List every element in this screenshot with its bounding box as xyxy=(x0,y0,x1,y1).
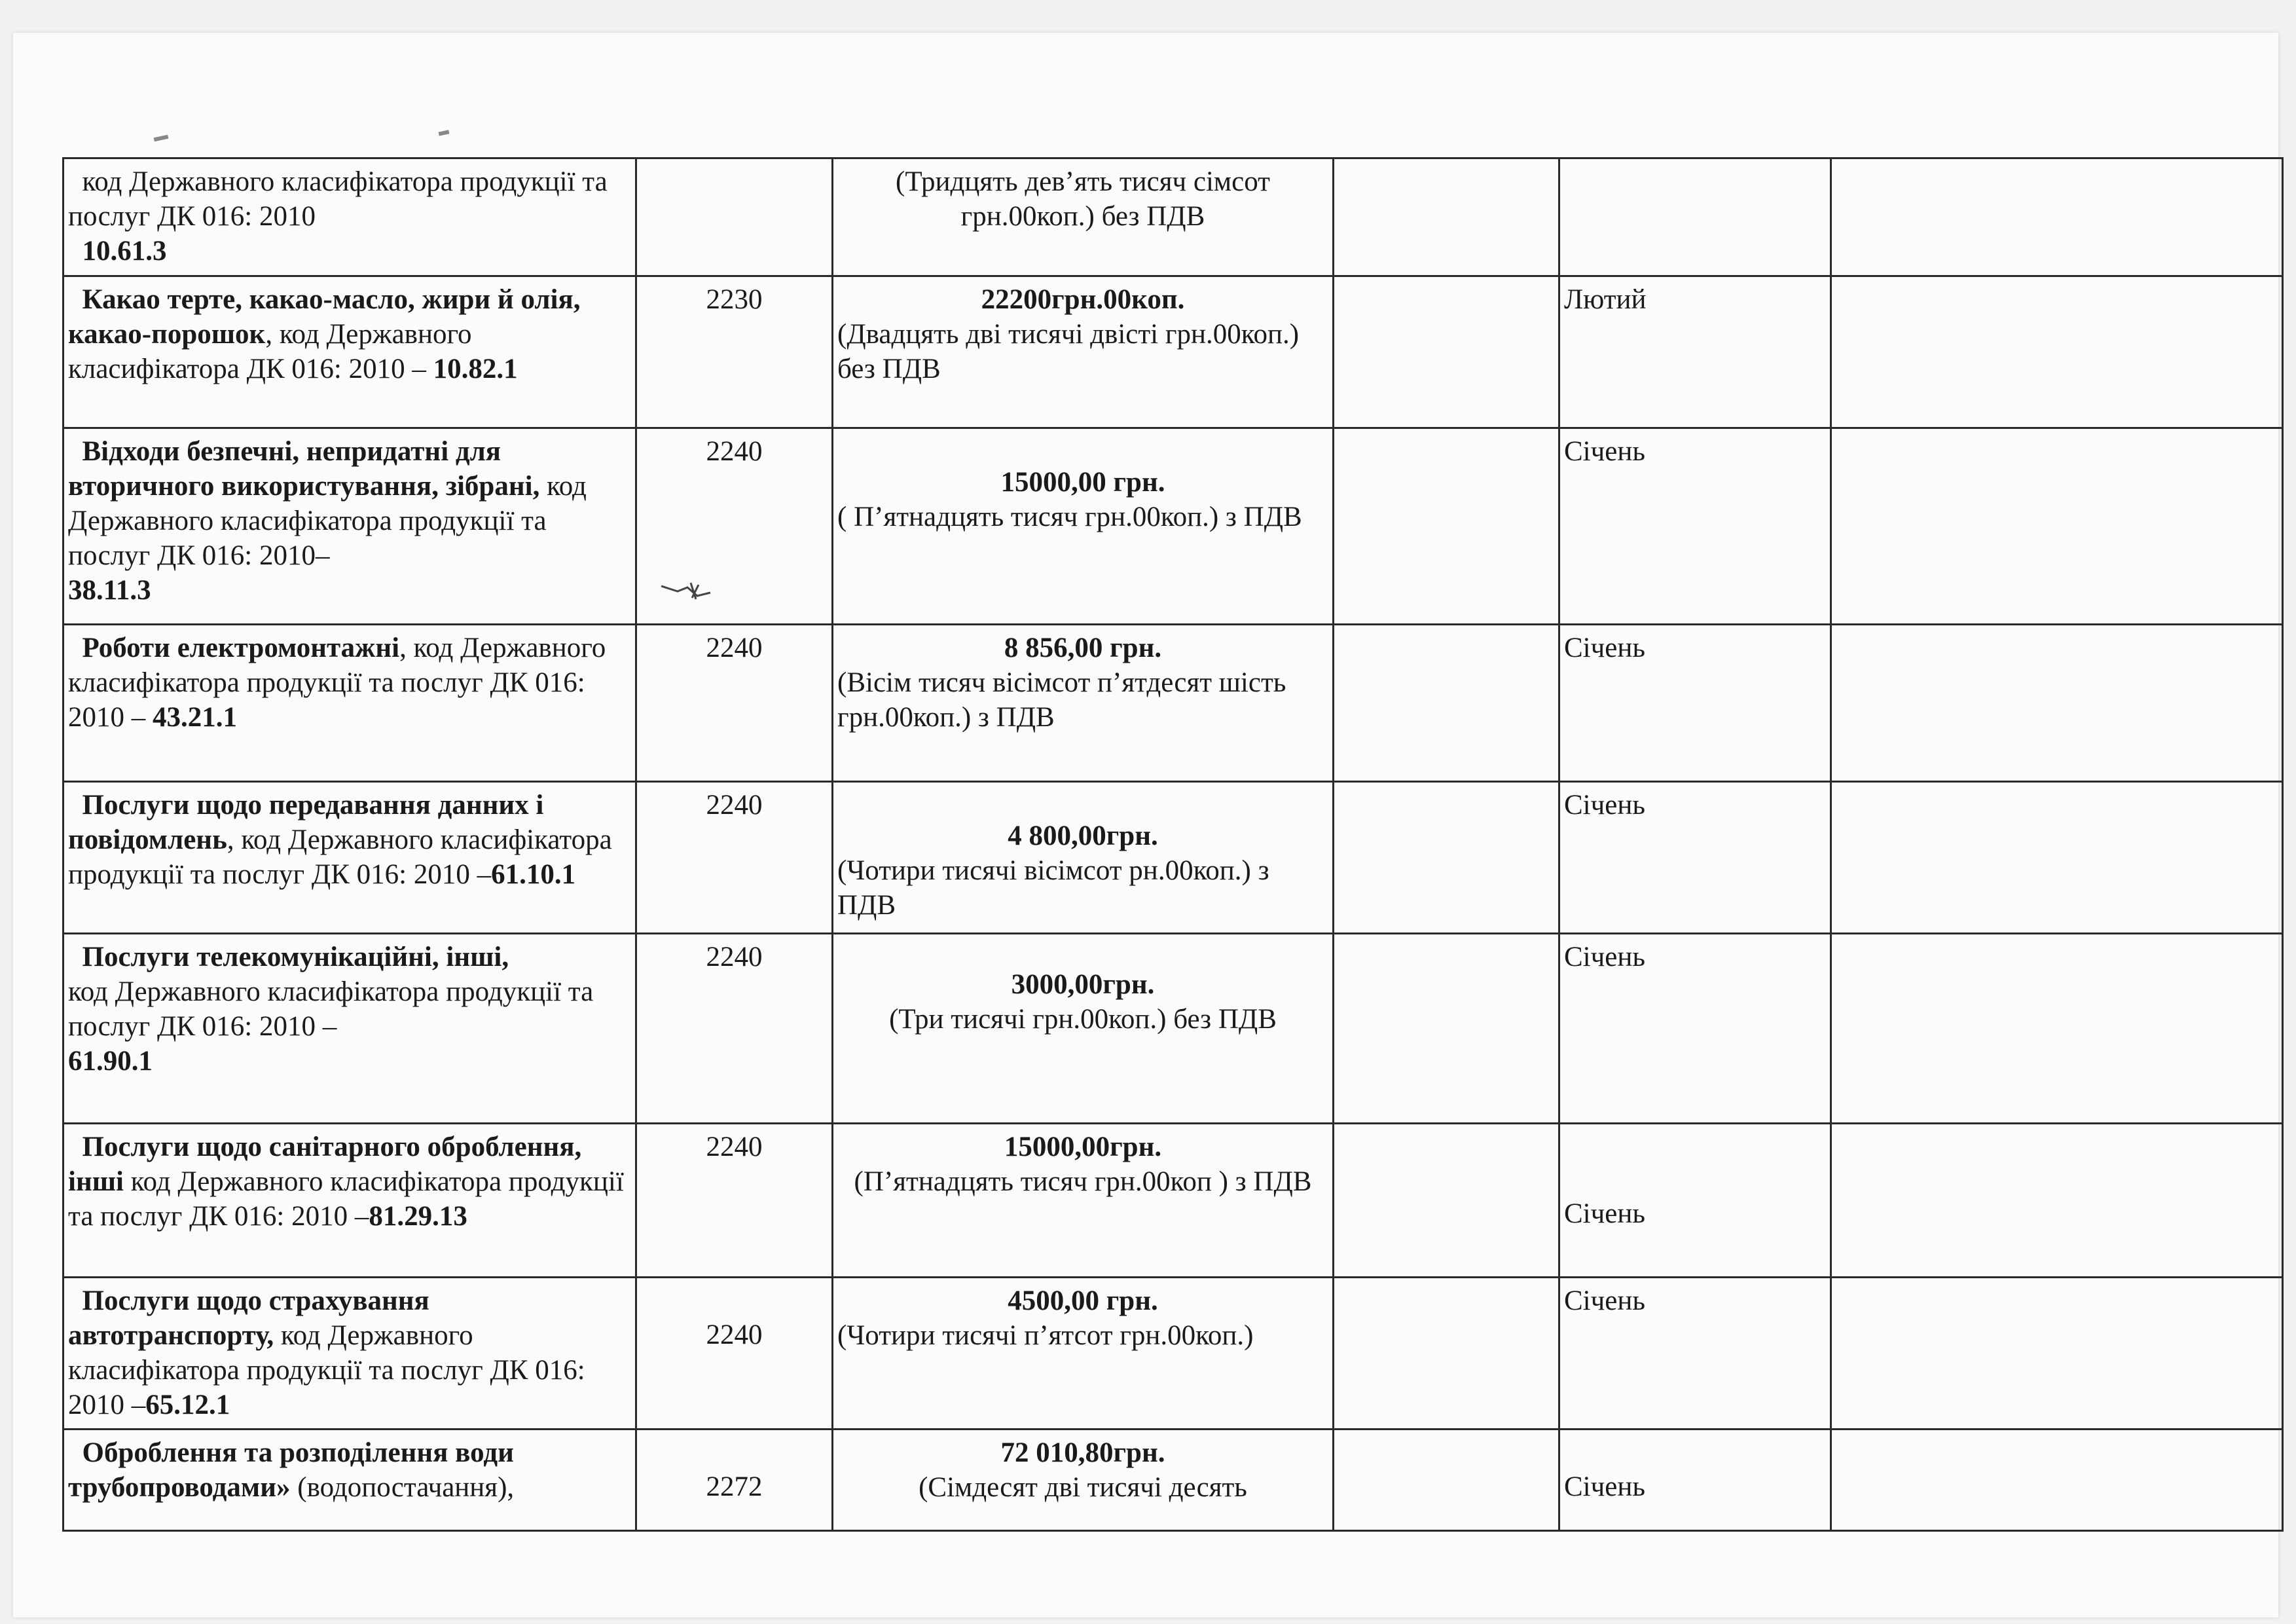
item-name-cell xyxy=(64,1124,636,1278)
scan-mark xyxy=(439,130,450,136)
amount-value: 4500,00 грн. xyxy=(1008,1285,1158,1316)
empty-cell xyxy=(1334,276,1559,428)
item-name-plain: , код Державного класифікатора ДК 016: 2010 – xyxy=(68,319,472,384)
item-code: 38.11.3 xyxy=(68,575,151,606)
month-cell: Січень xyxy=(1559,1124,1831,1278)
amount-words: (Чотири тисячі п’ятсот грн.00коп.) xyxy=(837,1320,1254,1351)
amount-words: (Тридцять дев’ять тисяч сімсот грн.00коп.) без ПДВ xyxy=(896,166,1270,232)
item-name-plain: код Державного класифікатора продукції та послуг ДК 016: 2010 – xyxy=(68,1166,624,1232)
procurement-table xyxy=(62,157,2284,1532)
table-row xyxy=(64,625,2283,782)
empty-cell xyxy=(1334,1124,1559,1278)
item-name-bold: Послуги телекомунікаційні, інші, xyxy=(82,942,509,972)
table-row xyxy=(64,1278,2283,1430)
item-name-plain: код Державного класифікатора продукції та послуг ДК 016: 2010 – xyxy=(68,976,594,1042)
item-name-cell xyxy=(64,782,636,934)
empty-cell xyxy=(1831,1124,2283,1278)
amount-cell xyxy=(833,428,1334,625)
item-code: 10.61.3 xyxy=(82,236,167,267)
kekv-cell: 2272 xyxy=(636,1430,833,1531)
item-code: 43.21.1 xyxy=(153,702,237,733)
month-cell: Січень xyxy=(1559,1430,1831,1531)
table-row xyxy=(64,1124,2283,1278)
amount-cell xyxy=(833,276,1334,428)
kekv-cell: 2240 xyxy=(636,1124,833,1278)
empty-cell xyxy=(1334,428,1559,625)
empty-cell xyxy=(1334,625,1559,782)
table-row xyxy=(64,276,2283,428)
empty-cell xyxy=(1334,782,1559,934)
month-cell: Січень xyxy=(1559,1278,1831,1430)
item-code: 65.12.1 xyxy=(145,1390,230,1420)
empty-cell xyxy=(1334,158,1559,276)
item-name-bold: Послуги щодо страхування автотранспорту, xyxy=(68,1285,429,1351)
amount-cell xyxy=(833,782,1334,934)
empty-cell xyxy=(1831,158,2283,276)
amount-cell xyxy=(833,934,1334,1124)
amount-cell xyxy=(833,158,1334,276)
kekv-cell: 2230 xyxy=(636,276,833,428)
item-name-cell xyxy=(64,625,636,782)
empty-cell xyxy=(1831,428,2283,625)
empty-cell xyxy=(1831,625,2283,782)
item-name-plain: код Державного класифікатора продукції та послуг ДК 016: 2010 – xyxy=(68,1320,585,1420)
table-row xyxy=(64,1430,2283,1531)
amount-value: 8 856,00 грн. xyxy=(1004,633,1162,663)
amount-words: (П’ятнадцять тисяч грн.00коп ) з ПДВ xyxy=(854,1166,1312,1197)
month-cell: Січень xyxy=(1559,428,1831,625)
item-name-bold: Оброблення та розподілення води трубопроводами» xyxy=(68,1437,514,1503)
item-name-plain: , код Державного класифікатора продукції та послуг ДК 016: 2010 – xyxy=(68,824,612,890)
table-row xyxy=(64,428,2283,625)
item-name-cell xyxy=(64,158,636,276)
amount-cell xyxy=(833,1430,1334,1531)
empty-cell xyxy=(1831,276,2283,428)
item-name-plain: код Державного класифікатора продукції та послуг ДК 016: 2010– xyxy=(68,471,587,571)
amount-value: 72 010,80грн. xyxy=(1000,1437,1165,1468)
item-code: 61.90.1 xyxy=(68,1046,153,1077)
month-cell: Січень xyxy=(1559,934,1831,1124)
item-code: 61.10.1 xyxy=(491,859,576,890)
item-name-bold: Відходи безпечні, непридатні для вторичного використування, зібрані, xyxy=(68,436,540,502)
kekv-cell: 2240 xyxy=(636,934,833,1124)
kekv-cell: 2240 xyxy=(636,428,833,625)
item-name-cell xyxy=(64,276,636,428)
amount-words: (Чотири тисячі вісімсот рн.00коп.) з ПДВ xyxy=(837,855,1269,921)
month-cell: Січень xyxy=(1559,782,1831,934)
item-name-cell xyxy=(64,1278,636,1430)
amount-words: ( П’ятнадцять тисяч грн.00коп.) з ПДВ xyxy=(837,502,1302,532)
table-row xyxy=(64,934,2283,1124)
kekv-cell: 2240 xyxy=(636,1278,833,1430)
amount-cell xyxy=(833,1278,1334,1430)
amount-words: (Сімдесят дві тисячі десять xyxy=(919,1472,1247,1503)
item-name-plain: (водопостачання), xyxy=(290,1472,515,1503)
month-cell xyxy=(1559,158,1831,276)
table-row xyxy=(64,782,2283,934)
empty-cell xyxy=(1334,1278,1559,1430)
month-cell: Лютий xyxy=(1559,276,1831,428)
item-name-bold: Послуги щодо передавання данних і повідомлень xyxy=(68,790,544,855)
empty-cell xyxy=(1831,782,2283,934)
amount-words: (Три тисячі грн.00коп.) без ПДВ xyxy=(889,1004,1277,1035)
item-name-bold: Какао терте, какао-масло, жири й олія, какао-порошок xyxy=(68,284,581,350)
month-cell: Січень xyxy=(1559,625,1831,782)
item-name-plain: , код Державного класифікатора продукції та послуг ДК 016: 2010 – xyxy=(68,633,606,733)
amount-value: 3000,00грн. xyxy=(1011,969,1155,1000)
amount-words: (Вісім тисяч вісімсот п’ятдесят шість грн.00коп.) з ПДВ xyxy=(837,667,1286,733)
kekv-cell: 2240 xyxy=(636,782,833,934)
amount-cell xyxy=(833,625,1334,782)
amount-cell xyxy=(833,1124,1334,1278)
item-name-cell xyxy=(64,428,636,625)
item-name-cell xyxy=(64,934,636,1124)
item-name-plain: код Державного класифікатора продукції та послуг ДК 016: 2010 xyxy=(68,166,608,232)
item-name-bold: Роботи електромонтажні xyxy=(82,633,400,663)
amount-value: 22200грн.00коп. xyxy=(981,284,1185,315)
empty-cell xyxy=(1831,934,2283,1124)
item-name-bold: Послуги щодо санітарного оброблення, інші xyxy=(68,1132,582,1197)
kekv-cell: 2240 xyxy=(636,625,833,782)
scan-mark xyxy=(154,135,169,141)
table-row xyxy=(64,158,2283,276)
empty-cell xyxy=(1334,934,1559,1124)
amount-words: (Двадцять дві тисячі двісті грн.00коп.) без ПДВ xyxy=(837,319,1300,384)
item-name-cell xyxy=(64,1430,636,1531)
empty-cell xyxy=(1831,1278,2283,1430)
item-code: 10.82.1 xyxy=(433,354,518,384)
amount-value: 4 800,00грн. xyxy=(1008,821,1158,851)
amount-value: 15000,00 грн. xyxy=(1000,467,1165,498)
empty-cell xyxy=(1334,1430,1559,1531)
kekv-cell xyxy=(636,158,833,276)
empty-cell xyxy=(1831,1430,2283,1531)
amount-value: 15000,00грн. xyxy=(1004,1132,1162,1162)
item-code: 81.29.13 xyxy=(369,1201,467,1232)
